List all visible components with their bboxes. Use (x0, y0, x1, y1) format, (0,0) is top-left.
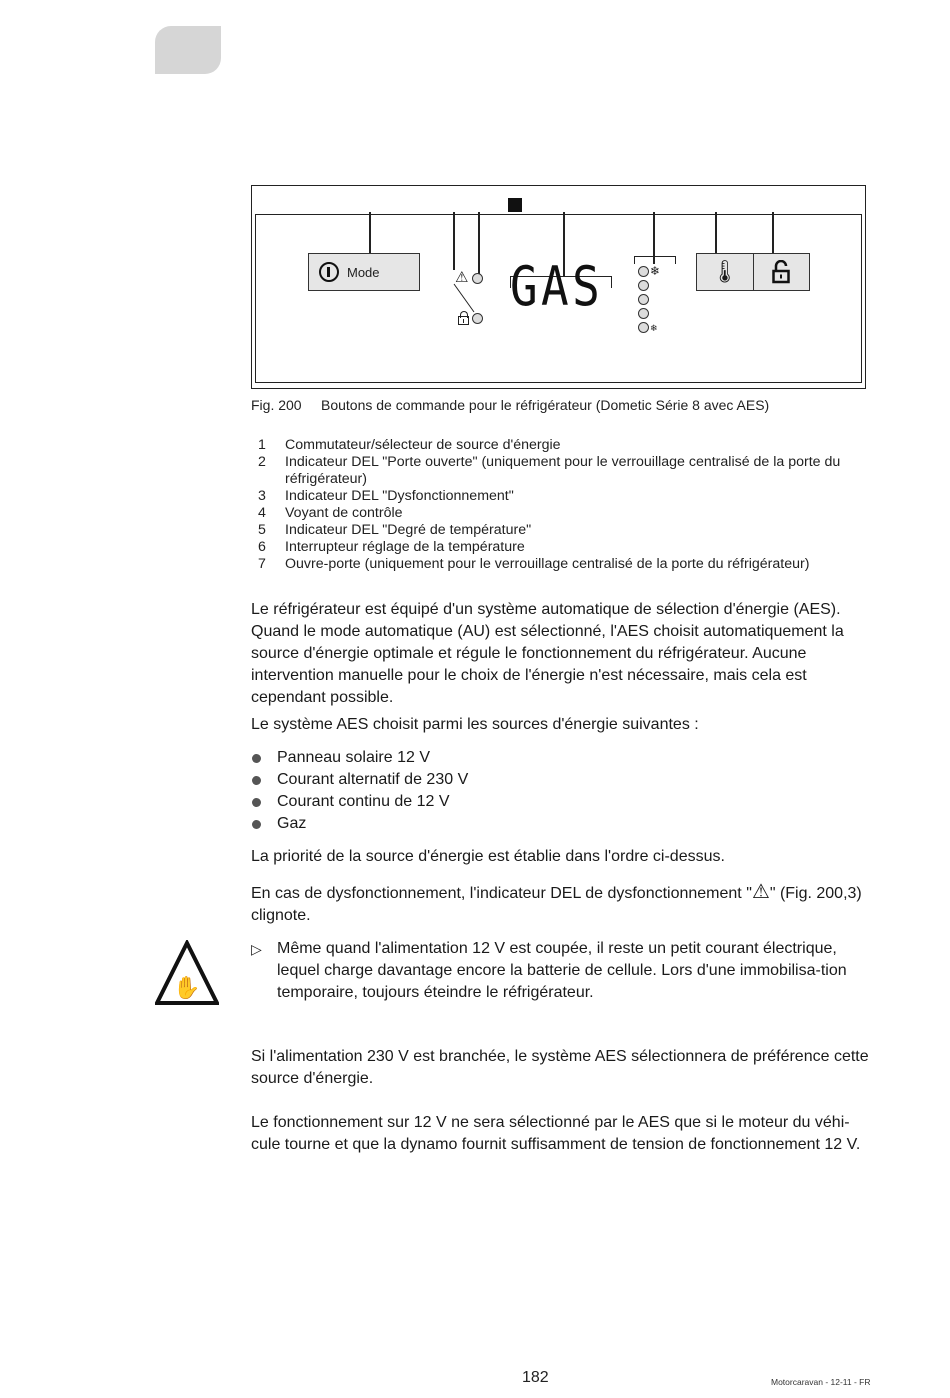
list-item: Courant continu de 12 V (251, 791, 468, 813)
sources-intro: Le système AES choisit parmi les sources d'énergie suivantes : (251, 716, 699, 733)
temp-led-2 (638, 280, 649, 291)
energy-display: GAS (510, 255, 604, 318)
legend-item: 6 Interrupteur réglage de la température (258, 539, 525, 555)
ac230-paragraph: Si l'alimentation 230 V est branchée, le système AES sélectionnera de préférence cette source d'énergie. (251, 1048, 869, 1087)
lock-icon (458, 316, 469, 325)
button-group (696, 253, 810, 291)
temp-bracket (634, 256, 676, 264)
snowflake-large-icon: ❄ (650, 264, 661, 278)
intro-paragraph: Le réfrigérateur est équipé d'un système automatique de sélection d'énergie (AES). Quand le mode automatique (AU) est sélectionné, l'AES choisit automatiquement la source d'énergie optimale et régule le fonctionnement du réfrigérateur. Aucune intervention manuelle pour le choix de l'énergie n'est nécessaire, mais cela est cependant possible. (251, 601, 844, 706)
legend-item: 4 Voyant de contrôle (258, 505, 403, 521)
energy-source-list (251, 747, 468, 835)
control-light (508, 198, 522, 212)
callout-line-3 (478, 212, 480, 278)
dc12-paragraph: Le fonctionnement sur 12 V ne sera sélectionné par le AES que si le moteur du véhi-cule tourne et que la dynamo fournit suffisamment de tension de fonctionnement 12 V. (251, 1114, 861, 1153)
temp-led-1 (638, 266, 649, 277)
svg-text:✋: ✋ (173, 976, 201, 1001)
mode-label: Mode (347, 264, 380, 280)
list-item: Gaz (251, 813, 468, 835)
thermometer-icon: 🌡 (710, 259, 739, 284)
unlock-icon (772, 260, 790, 284)
bullet-icon (252, 776, 261, 785)
list-item: Courant alternatif de 230 V (251, 769, 468, 791)
legend-item: 7 Ouvre-porte (uniquement pour le verrouillage centralisé de la porte du réfrigérateur) (258, 556, 810, 572)
legend-item: 5 Indicateur DEL "Degré de température" (258, 522, 532, 538)
figure-caption-text: Boutons de commande pour le réfrigérateur (Dometic Série 8 avec AES) (321, 397, 770, 413)
caution-text: Même quand l'alimentation 12 V est coupée, il reste un petit courant électrique, lequel charge davantage encore la batterie de cellule. Lors d'une immobilisa-tion temporaire, toujours éteindre le réfrigérateur. (277, 940, 847, 1001)
bullet-icon (252, 754, 261, 763)
mode-button[interactable] (308, 253, 420, 291)
control-panel-figure (251, 185, 866, 389)
chapter-tab (155, 26, 221, 74)
figure-caption (251, 397, 769, 413)
caution-note (251, 938, 871, 1004)
document-reference: Motorcaravan - 12-11 - FR (771, 1377, 871, 1387)
figure-legend (258, 437, 870, 573)
door-open-led (472, 313, 483, 324)
warning-icon: ⚠ (455, 269, 469, 286)
page-number: 182 (522, 1369, 549, 1386)
temp-led-3 (638, 294, 649, 305)
power-icon (319, 262, 339, 282)
list-item: Panneau solaire 12 V (251, 747, 468, 769)
legend-item: 1 Commutateur/sélecteur de source d'énergie (258, 437, 561, 453)
door-open-button[interactable] (754, 254, 810, 290)
legend-item: 3 Indicateur DEL "Dysfonctionnement" (258, 488, 514, 504)
malfunction-paragraph: En cas de dysfonctionnement, l'indicateur DEL de dysfonctionnement "⚠" (Fig. 200,3) clignote. (251, 881, 862, 924)
figure-number: Fig. 200 (251, 397, 302, 413)
bullet-icon (252, 820, 261, 829)
arrow-icon: ▷ (251, 941, 262, 957)
snowflake-small-icon: ❄ (650, 323, 658, 333)
temperature-button[interactable] (697, 254, 754, 290)
callout-line-2 (453, 212, 455, 270)
bullet-icon (252, 798, 261, 807)
caution-hand-icon (155, 940, 219, 1006)
temp-led-5 (638, 322, 649, 333)
priority-paragraph: La priorité de la source d'énergie est établie dans l'ordre ci-dessus. (251, 848, 725, 865)
warning-icon-inline: ⚠ (751, 881, 770, 903)
legend-item: 2 Indicateur DEL "Porte ouverte" (uniquement pour le verrouillage centralisé de la porte du réfrigérateur) (258, 454, 841, 487)
temp-led-4 (638, 308, 649, 319)
